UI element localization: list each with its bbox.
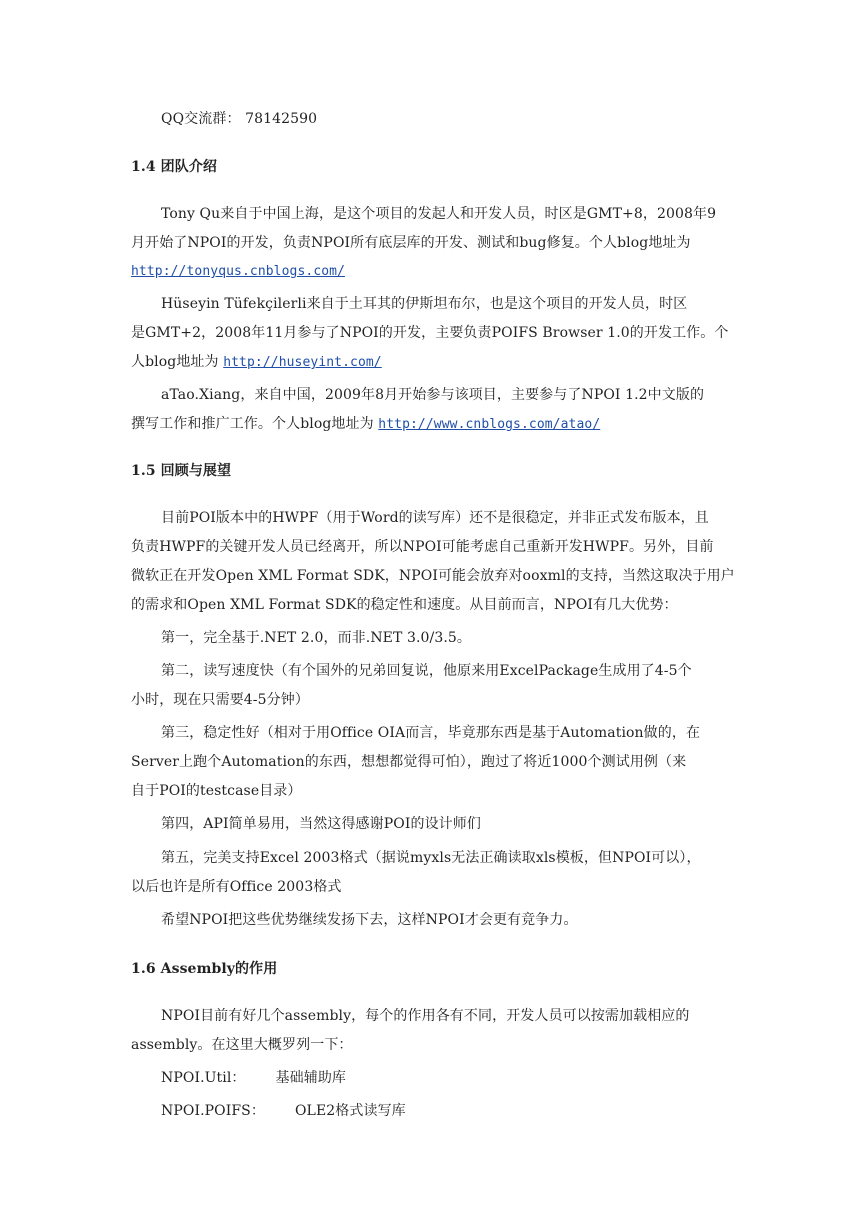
paragraph-line: [131, 414, 737, 435]
atao-blog-link[interactable]: http://www.cnblogs.com/atao/: [378, 417, 601, 432]
advantage-3-line: 第三，稳定性好（相对于用Office OIA而言，毕竟那东西是基于Automation做的，在: [161, 725, 701, 741]
blog-label-text: 撰写工作和推广工作。个人blog地址为: [131, 416, 374, 432]
paragraph-line: 的需求和Open XML Format SDK的稳定性和速度。从目前而言，NPOI有几大优势：: [131, 597, 678, 613]
assembly-desc: OLE2格式读写库: [294, 1103, 406, 1119]
paragraph-line: aTao.Xiang，来自中国，2009年8月开始参与该项目，主要参与了NPOI 1.2中文版的: [161, 387, 705, 403]
advantage-3-line: Server上跑个Automation的东西，想想都觉得可怕），跑过了将近1000个测试用例（来: [131, 754, 687, 770]
paragraph-line: 是GMT+2，2008年11月参与了NPOI的开发，主要负责POIFS Browser 1.0的开发工作。个: [131, 325, 729, 341]
assembly-name: NPOI.Util：: [161, 1070, 246, 1086]
paragraph-line: Tony Qu来自于中国上海，是这个项目的发起人和开发人员，时区是GMT+8，2008年9: [161, 206, 717, 222]
qq-group-line: QQ交流群： 78142590: [161, 111, 318, 127]
paragraph-line: 负责HWPF的关键开发人员已经离开，所以NPOI可能考虑自己重新开发HWPF。另外，目前: [131, 539, 714, 555]
paragraph-line: 月开始了NPOI的开发，负责NPOI所有底层库的开发、测试和bug修复。个人blog地址为: [131, 235, 691, 251]
section-heading-1-4: 1.4 团队介绍: [131, 159, 218, 175]
closing-line: 希望NPOI把这些优势继续发扬下去，这样NPOI才会更有竞争力。: [161, 912, 578, 928]
advantage-2-line: 第二，读写速度快（有个国外的兄弟回复说，他原来用ExcelPackage生成用了4-5个: [161, 663, 692, 679]
paragraph-line: [131, 352, 737, 373]
paragraph-line: [131, 261, 737, 282]
section-heading-1-6: 1.6 Assembly的作用: [131, 961, 278, 977]
paragraph-line: assembly。在这里大概罗列一下：: [131, 1037, 353, 1053]
paragraph-line: NPOI目前有好几个assembly，每个的作用各有不同，开发人员可以按需加载相应的: [161, 1008, 690, 1024]
assembly-item: [161, 1101, 737, 1121]
advantage-5-line: 第五，完美支持Excel 2003格式（据说myxls无法正确读取xls模板，但NPOI可以），: [161, 850, 701, 866]
advantage-1: 第一，完全基于.NET 2.0，而非.NET 3.0/3.5。: [161, 630, 472, 646]
paragraph-line: Hüseyin Tüfekçilerli来自于土耳其的伊斯坦布尔，也是这个项目的开发人员，时区: [161, 296, 688, 312]
paragraph-line: 微软正在开发Open XML Format SDK，NPOI可能会放弃对ooxml的支持，当然这取决于用户: [131, 568, 735, 584]
assembly-item: [161, 1068, 737, 1088]
advantage-3-line: 自于POI的testcase目录）: [131, 783, 302, 799]
paragraph-line: 目前POI版本中的HWPF（用于Word的读写库）还不是很稳定，并非正式发布版本，且: [161, 510, 709, 526]
advantage-4: 第四，API简单易用，当然这得感谢POI的设计师们: [161, 816, 481, 832]
advantage-5-line: 以后也许是所有Office 2003格式: [131, 879, 342, 895]
blog-label-text: 人blog地址为: [131, 354, 219, 370]
advantage-2-line: 小时，现在只需要4-5分钟）: [131, 692, 309, 708]
assembly-desc: 基础辅助库: [275, 1070, 347, 1086]
huseyint-blog-link[interactable]: http://huseyint.com/: [223, 355, 382, 370]
section-heading-1-5: 1.5 回顾与展望: [131, 463, 232, 479]
assembly-name: NPOI.POIFS：: [161, 1103, 265, 1119]
tonyqus-blog-link[interactable]: http://tonyqus.cnblogs.com/: [131, 264, 346, 279]
